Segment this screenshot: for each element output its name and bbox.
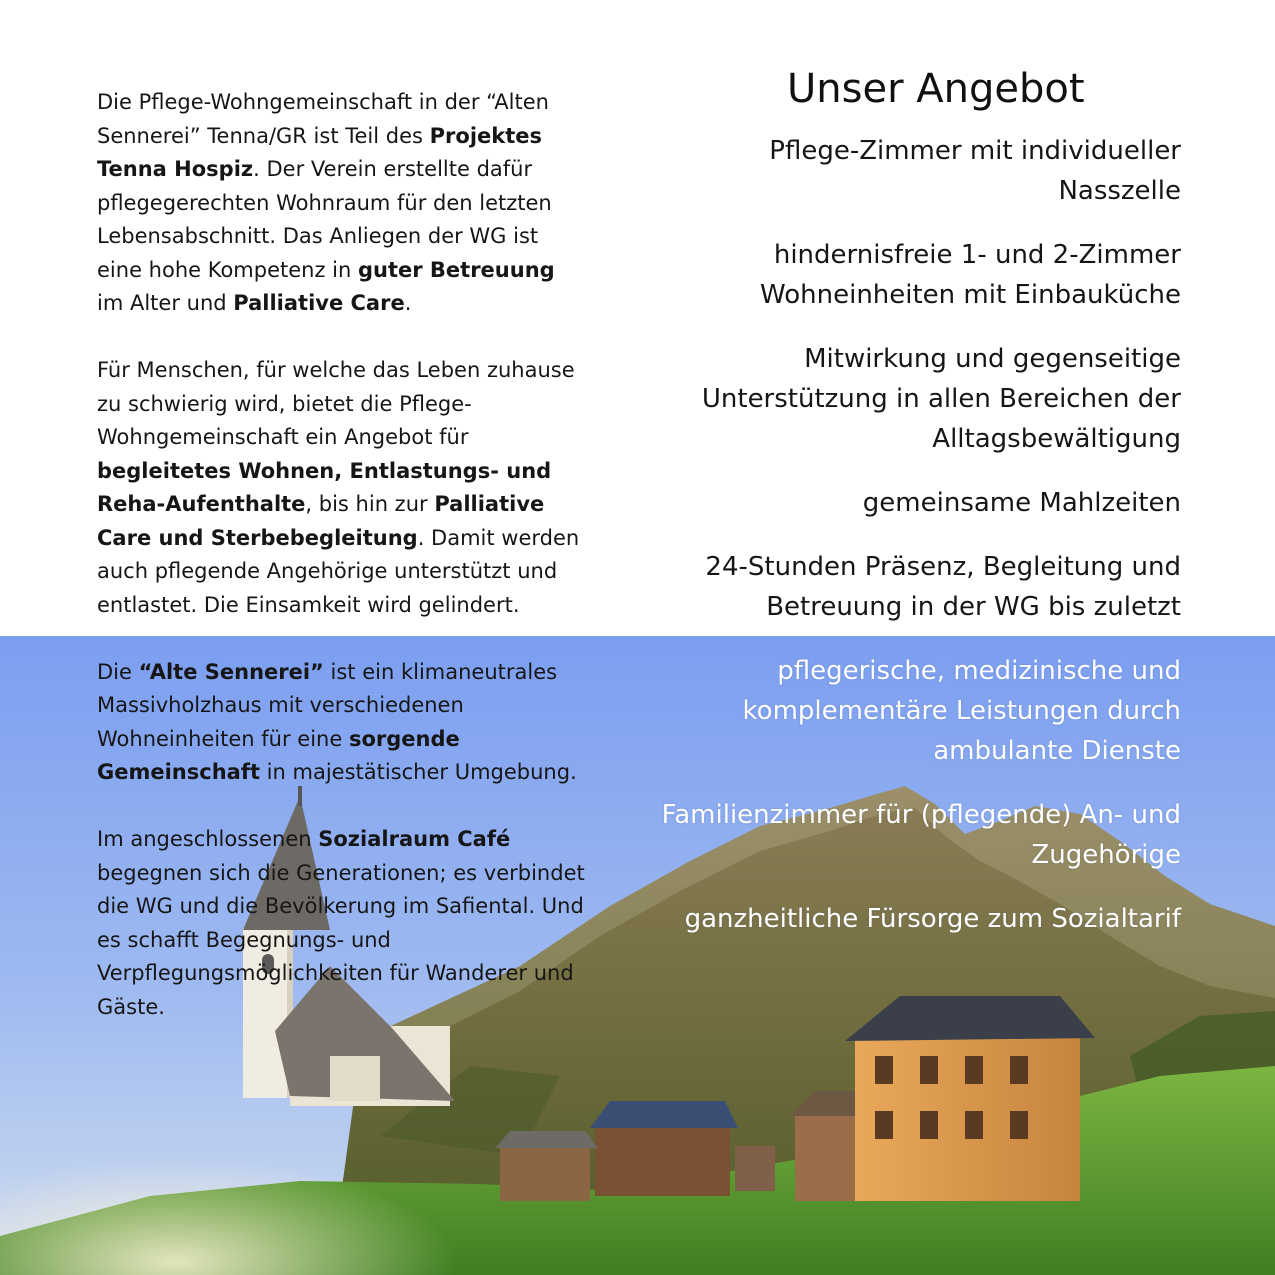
body-text: im Alter und	[97, 291, 234, 315]
offer-list	[661, 131, 1181, 963]
intro-paragraph-1	[97, 86, 587, 321]
offer-item: Familienzimmer für (pflegende) An- und Zugehörige	[661, 800, 1181, 870]
emphasis-text: Palliative Care	[233, 291, 405, 315]
intro-paragraph-3	[97, 656, 587, 790]
body-text: . Damit werden auch pflegende Angehörige unterstützt und entlastet. Die Einsamkeit wird gelindert.	[97, 525, 580, 617]
offer-heading: Unser Angebot	[787, 66, 1085, 112]
intro-paragraph-4	[97, 823, 587, 1024]
body-text: Für Menschen, für welche das Leben zuhause zu schwierig wird, bietet die Pflege-Wohngemeinschaft ein Angebot für	[97, 358, 575, 449]
body-text: Im angeschlossenen	[97, 827, 319, 851]
emphasis-text: “Alte Sennerei”	[138, 659, 324, 684]
body-text: .	[404, 291, 412, 315]
emphasis-text: Projektes Tenna Hospiz	[97, 123, 543, 181]
emphasis-text: Palliative Care und Sterbebegleitung	[97, 492, 545, 550]
body-text: Die	[97, 659, 139, 684]
offer-item: Pflege-Zimmer mit individueller Nasszelle	[769, 136, 1181, 206]
emphasis-text: begleitetes Wohnen, Entlastungs- und Reha-Aufenthalte	[97, 458, 552, 516]
emphasis-text: Sozialraum Café	[318, 827, 511, 851]
body-text: . Der Verein erstellte dafür pflegegerechten Wohnraum für den letzten Lebensabschnitt. Das Anliegen der WG ist eine hohe Kompetenz in	[97, 157, 552, 282]
intro-text	[97, 86, 587, 1058]
offer-item: gemeinsame Mahlzeiten	[862, 488, 1181, 518]
offer-item: hindernisfreie 1- und 2-Zimmer Wohneinheiten mit Einbauküche	[760, 240, 1181, 310]
emphasis-text: sorgende Gemeinschaft	[97, 726, 460, 784]
body-text: begegnen sich die Generationen; es verbindet die WG und die Bevölkerung im Safiental. Und es schafft Begegnungs- und Verpflegungsmöglichkeiten für Wanderer und Gäste.	[97, 860, 585, 1019]
offer-item: pflegerische, medizinische und komplementäre Leistungen durch ambulante Dienste	[742, 656, 1181, 766]
body-text: Die Pflege-Wohngemeinschaft in der “Alten Sennerei” Tenna/GR ist Teil des	[97, 90, 549, 148]
body-text: , bis hin zur	[305, 492, 435, 516]
emphasis-text: guter Betreuung	[357, 257, 555, 282]
offer-item: ganzheitliche Fürsorge zum Sozialtarif	[684, 904, 1181, 934]
intro-paragraph-2	[97, 354, 587, 622]
offer-item: Mitwirkung und gegenseitige Unterstützung in allen Bereichen der Alltagsbewältigung	[701, 344, 1181, 454]
body-text: in majestätischer Umgebung.	[260, 760, 577, 784]
body-text: ist ein klimaneutrales Massivholzhaus mit verschiedenen Wohneinheiten für eine	[97, 659, 558, 751]
wooden-house-illustration	[845, 996, 1095, 1201]
offer-item: 24-Stunden Präsenz, Begleitung und Betreuung in der WG bis zuletzt	[705, 552, 1181, 622]
